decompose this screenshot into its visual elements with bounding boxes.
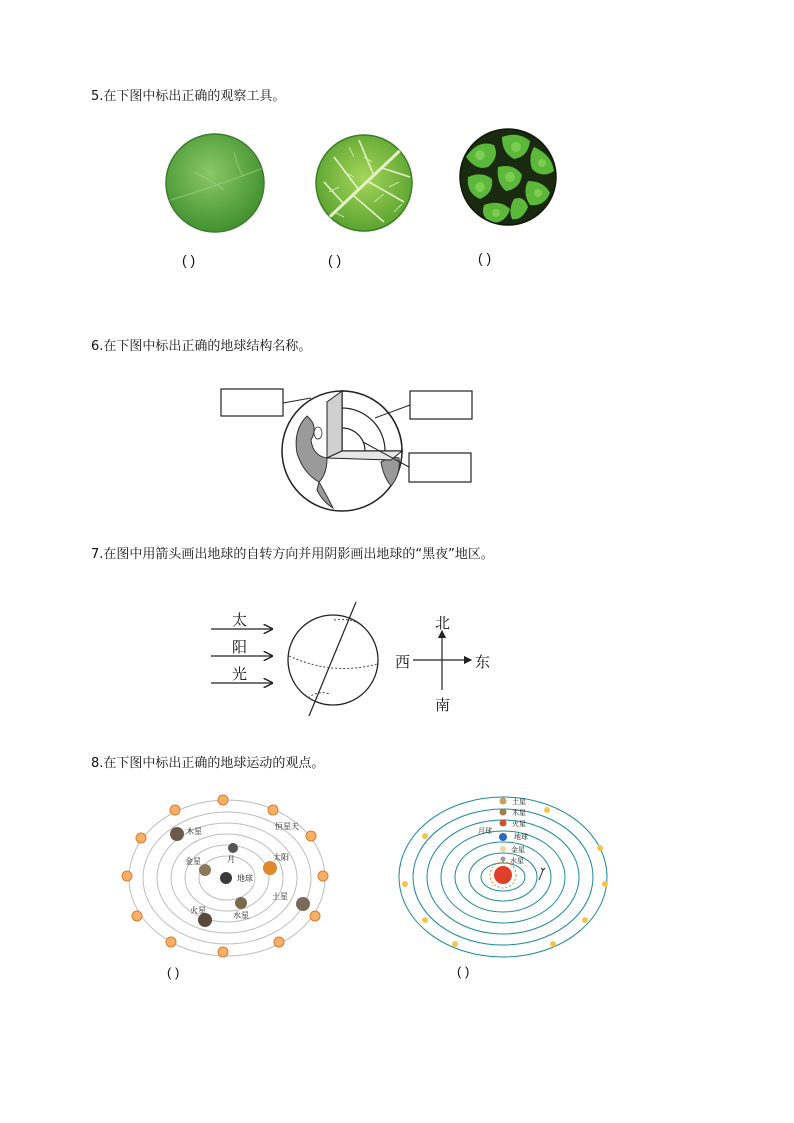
geo-label-venus: 金星 [185,857,201,866]
geocentric-model-diagram [115,792,340,964]
helio-label-moon: 月球 [478,827,492,835]
answer-blank-geocentric[interactable]: ( ) [167,965,180,980]
leaf-naked-eye-image [164,132,266,234]
helio-label-jupiter: 木星 [512,809,526,817]
answer-blank-2[interactable]: ( ) [328,252,342,268]
earth-rotation-globe [286,598,382,718]
helio-label-mars: 火星 [512,820,526,828]
geo-label-earth: 地球 [237,874,253,883]
sunlight-char-2: 阳 [232,638,248,656]
question-5-title: 5.在下图中标出正确的观察工具。 [91,89,286,104]
sunlight-char-1: 太 [232,611,248,629]
geo-label-stars: 恒星天 [275,822,299,831]
answer-blank-3[interactable]: ( ) [478,250,492,266]
answer-blank-heliocentric[interactable]: ( ) [457,964,470,979]
geo-label-mars: 火星 [190,906,206,915]
compass-cross [410,628,474,692]
sunlight-char-3: 光 [232,665,248,683]
geo-label-jupiter: 木星 [186,827,202,836]
leaf-magnifier-image [314,132,414,234]
heliocentric-model-diagram [395,792,615,962]
geo-label-moon: 月 [227,855,235,864]
compass-north: 北 [435,614,451,632]
leaf-microscope-image [458,127,558,227]
compass-east: 东 [475,653,491,671]
geo-label-sun: 太阳 [273,853,289,862]
geo-label-saturn: 土星 [272,892,288,901]
compass-west: 西 [395,653,411,671]
helio-label-saturn: 土星 [512,798,526,806]
question-8-title: 8.在下图中标出正确的地球运动的观点。 [91,756,325,771]
question-6-title: 6.在下图中标出正确的地球结构名称。 [91,339,312,354]
geo-label-mercury: 水星 [233,911,249,920]
compass-south: 南 [435,696,451,714]
helio-label-earth: 地球 [514,833,528,841]
helio-label-venus: 金星 [511,846,525,854]
earth-structure-diagram [215,378,480,513]
answer-blank-1[interactable]: ( ) [182,252,196,268]
helio-label-mercury: 水星 [510,857,524,865]
question-7-title: 7.在图中用箭头画出地球的自转方向并用阴影画出地球的“黑夜”地区。 [91,547,494,562]
